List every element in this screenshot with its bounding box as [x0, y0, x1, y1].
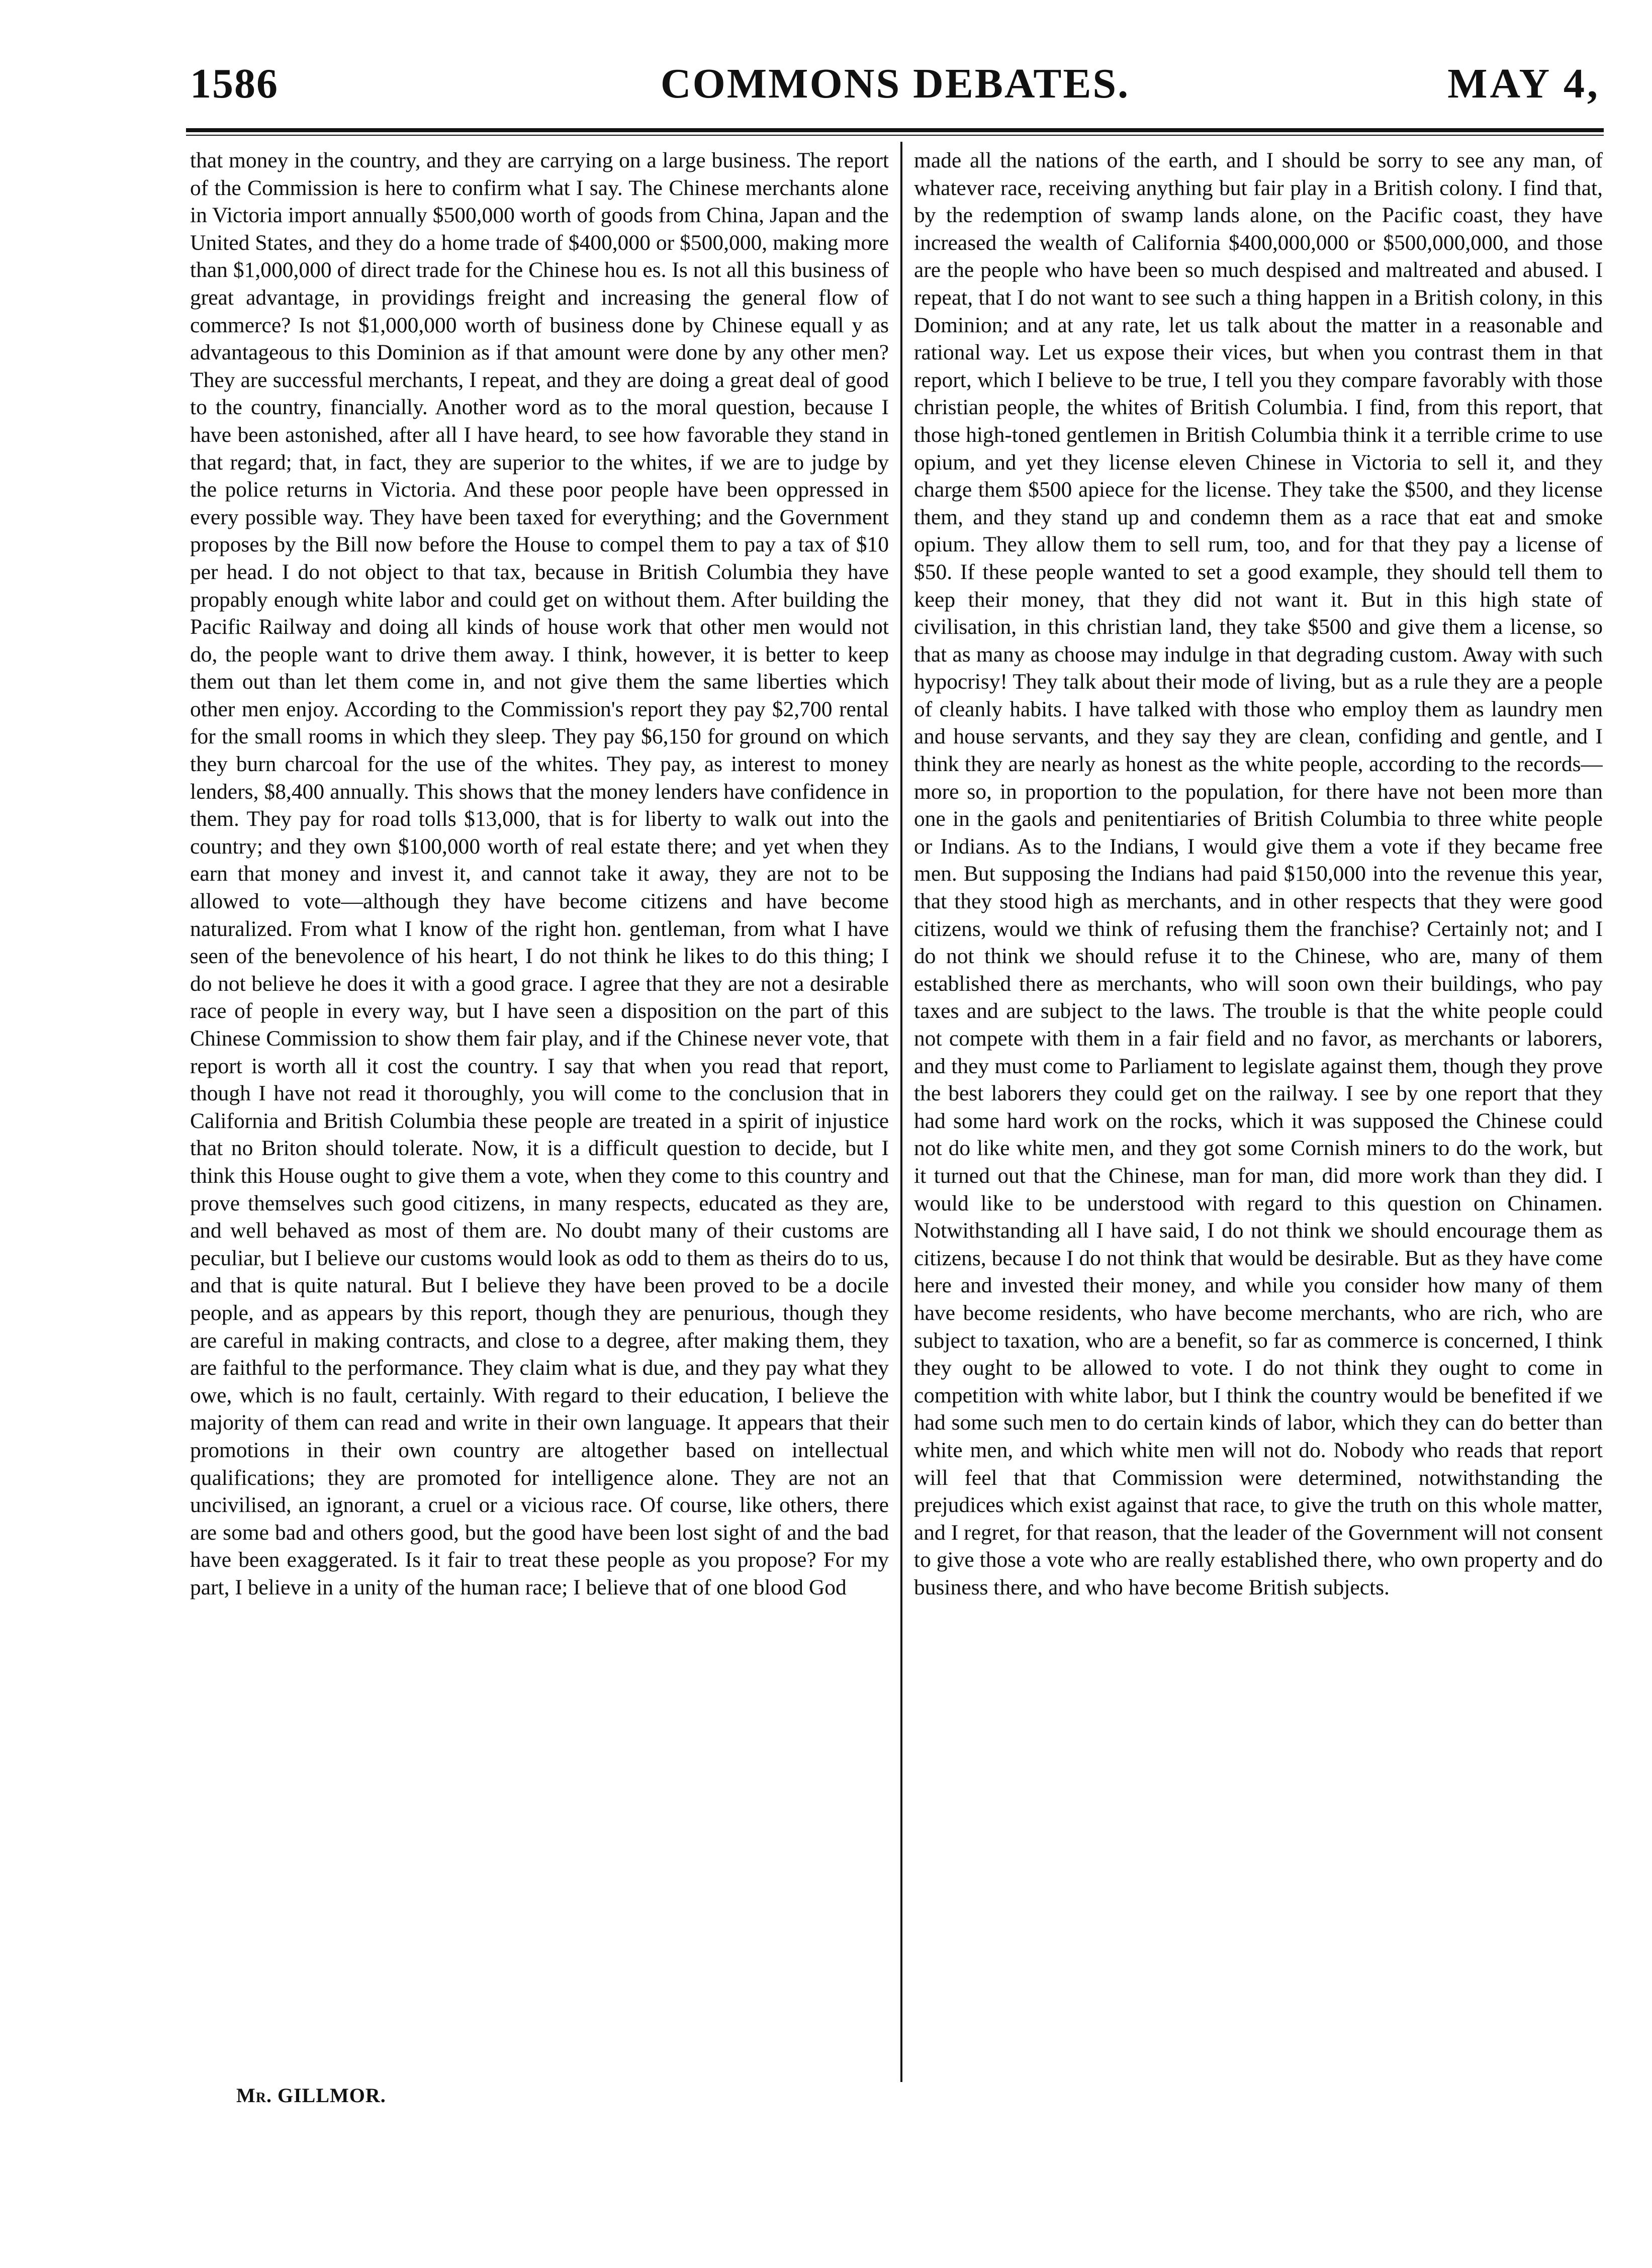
header-rule — [186, 128, 1604, 132]
left-column — [190, 147, 889, 2072]
page-number: 1586 — [190, 60, 279, 107]
right-column-text: made all the nations of the earth, and I should be sorry to see any man, of whatever race, receiving anything but fair play in a British colony. I find that, by the redemption of swamp lands alone, on the Pacific coast, they have increased the wealth of California $400,000,000 or $500,000,000, and those are the people who have been so much despised and maltreated and abused. I repeat, that I do not want to see such a thing happen in a British colony, in this Dominion; and at any rate, let us talk about the matter in a reasonable and rational way. Let us expose their vices, but when you contrast them in that report, which I believe to be true, I tell you they compare favorably with those christian people, the whites of British Columbia. I find, from this report, that those high-toned gentlemen in British Columbia think it a terrible crime to use opium, and yet they license eleven Chinese in Victoria to sell it, and they charge them $500 apiece for the license. They take the $500, and they license them, and they stand up and condemn them as a race that eat and smoke opium. They allow them to sell rum, too, and for that they pay a license of $50. If these people wanted to set a good example, they should tell them to keep their money, that they did not want it. But in this high state of civilisation, in this christian land, they take $500 and give them a license, so that as many as choose may indulge in that degrading custom. Away with such hypocrisy! They talk about their mode of living, but as a rule they are a people of cleanly habits. I have talked with those who employ them as laundry men and house servants, and they say they are clean, confiding and gentle, and I think they are nearly as honest as the white people, according to the records—more so, in proportion to the population, for there have not been more than one in the gaols and penitentiaries of British Columbia to three white people or Indians. As to the Indians, I would give them a vote if they became free men. But supposing the Indians had paid $150,000 into the revenue this year, that they stood high as merchants, and in other respects that they were good citizens, would we think of refusing them the franchise? Certainly not; and I do not think we should refuse it to the Chinese, who are, many of them established there as merchants, who will soon own their buildings, who pay taxes and are subject to the laws. The trouble is that the white people could not compete with them in a fair field and no favor, as merchants or laborers, and they must come to Parliament to legislate against them, though they prove the best laborers they could get on the railway. I see by one report that they had some hard work on the rocks, which it was supposed the Chinese could not do like white men, and they got some Cornish miners to do the work, but it turned out that the Chinese, man for man, did more work than they did. I would like to be understood with regard to this question on Chinamen. Notwithstanding all I have said, I do not think we should encourage them as citizens, because I do not think that would be desirable. But as they have come here and invested their money, and while you consider how many of them have become residents, who have become merchants, who are rich, who are subject to taxation, who are a benefit, so far as commerce is concerned, I think they ought to be allowed to vote. I do not think they ought to come in competition with white labor, but I think the country would be benefited if we had some such men to do certain kinds of labor, which they can do better than white men, and which white men will not do. Nobody who reads that report will feel that that Commission were determined, notwithstanding the prejudices which exist against that race, to give the truth on this whole matter, and I regret, for that reason, that the leader of the Government will not consent to give those a vote who are really established there, who own property and do business there, and who have become British subjects. — [914, 148, 1603, 1599]
left-column-text: that money in the country, and they are carrying on a large business. The report of the Commission is here to confirm what I say. The Chinese merchants alone in Victoria import annually $500,000 worth of goods from China, Japan and the United States, and they do a home trade of $400,000 or $500,000, making more than $1,000,000 of direct trade for the Chinese hou es. Is not all this business of great advantage, in providings freight and increasing the general flow of commerce? Is not $1,000,000 worth of business done by Chinese equall y as advantageous to this Dominion as if that amount were done by any other men? They are successful merchants, I repeat, and they are doing a great deal of good to the country, financially. Another word as to the moral question, because I have been astonished, after all I have heard, to see how favorable they stand in that regard; that, in fact, they are superior to the whites, if we are to judge by the police returns in Victoria. And these poor people have been oppressed in every possible way. They have been taxed for everything; and the Government proposes by the Bill now before the House to compel them to pay a tax of $10 per head. I do not object to that tax, because in British Columbia they have propably enough white labor and could get on without them. After building the Pacific Railway and doing all kinds of house work that other men would not do, the people want to drive them away. I think, however, it is better to keep them out than let them come in, and not give them the same liberties which other men enjoy. According to the Commission's report they pay $2,700 rental for the small rooms in which they sleep. They pay $6,150 for ground on which they burn charcoal for the use of the whites. They pay, as interest to money lenders, $8,400 annually. This shows that the money lenders have confidence in them. They pay for road tolls $13,000, that is for liberty to walk out into the country; and they own $100,000 worth of real estate there; and yet when they earn that money and invest it, and cannot take it away, they are not to be allowed to vote—although they have become citizens and have become naturalized. From what I know of the right hon. gentleman, from what I have seen of the benevolence of his heart, I do not think he likes to do this thing; I do not believe he does it with a good grace. I agree that they are not a desirable race of people in every way, but I have seen a disposition on the part of this Chinese Commission to show them fair play, and if the Chinese never vote, that report is worth all it cost the country. I say that when you read that report, though I have not read it thoroughly, you will come to the conclusion that in California and British Columbia these people are treated in a spirit of injustice that no Briton should tolerate. Now, it is a difficult question to decide, but I think this House ought to give them a vote, when they come to this country and prove themselves such good citizens, in many respects, educated as they are, and well behaved as most of them are. No doubt many of their customs are peculiar, but I believe our customs would look as odd to them as theirs do to us, and that is quite natural. But I believe they have been proved to be a docile people, and as appears by this report, though they are penurious, though they are careful in making contracts, and close to a degree, after making them, they are faithful to the performance. They claim what is due, and they pay what they owe, which is no fault, certainly. With regard to their education, I believe the majority of them can read and write in their own language. It appears that their promotions in their own country are altogether based on intellectual qualifications; they are promoted for intelligence alone. They are not an uncivilised, an ignorant, a cruel or a vicious race. Of course, like others, there are some bad and others good, but the good have been lost sight of and the bad have been exaggerated. Is it fair to treat these people as you propose? For my part, I believe in a unity of the human race; I believe that of one blood God — [190, 148, 889, 1599]
page-date: MAY 4, — [1447, 60, 1600, 107]
footer-speaker: Mr. GILLMOR. — [236, 2084, 386, 2107]
right-column — [914, 147, 1603, 2072]
header-rule-thin — [186, 135, 1604, 136]
column-divider — [900, 142, 902, 2082]
page-header — [190, 59, 1600, 120]
running-title: COMMONS DEBATES. — [660, 60, 1130, 107]
